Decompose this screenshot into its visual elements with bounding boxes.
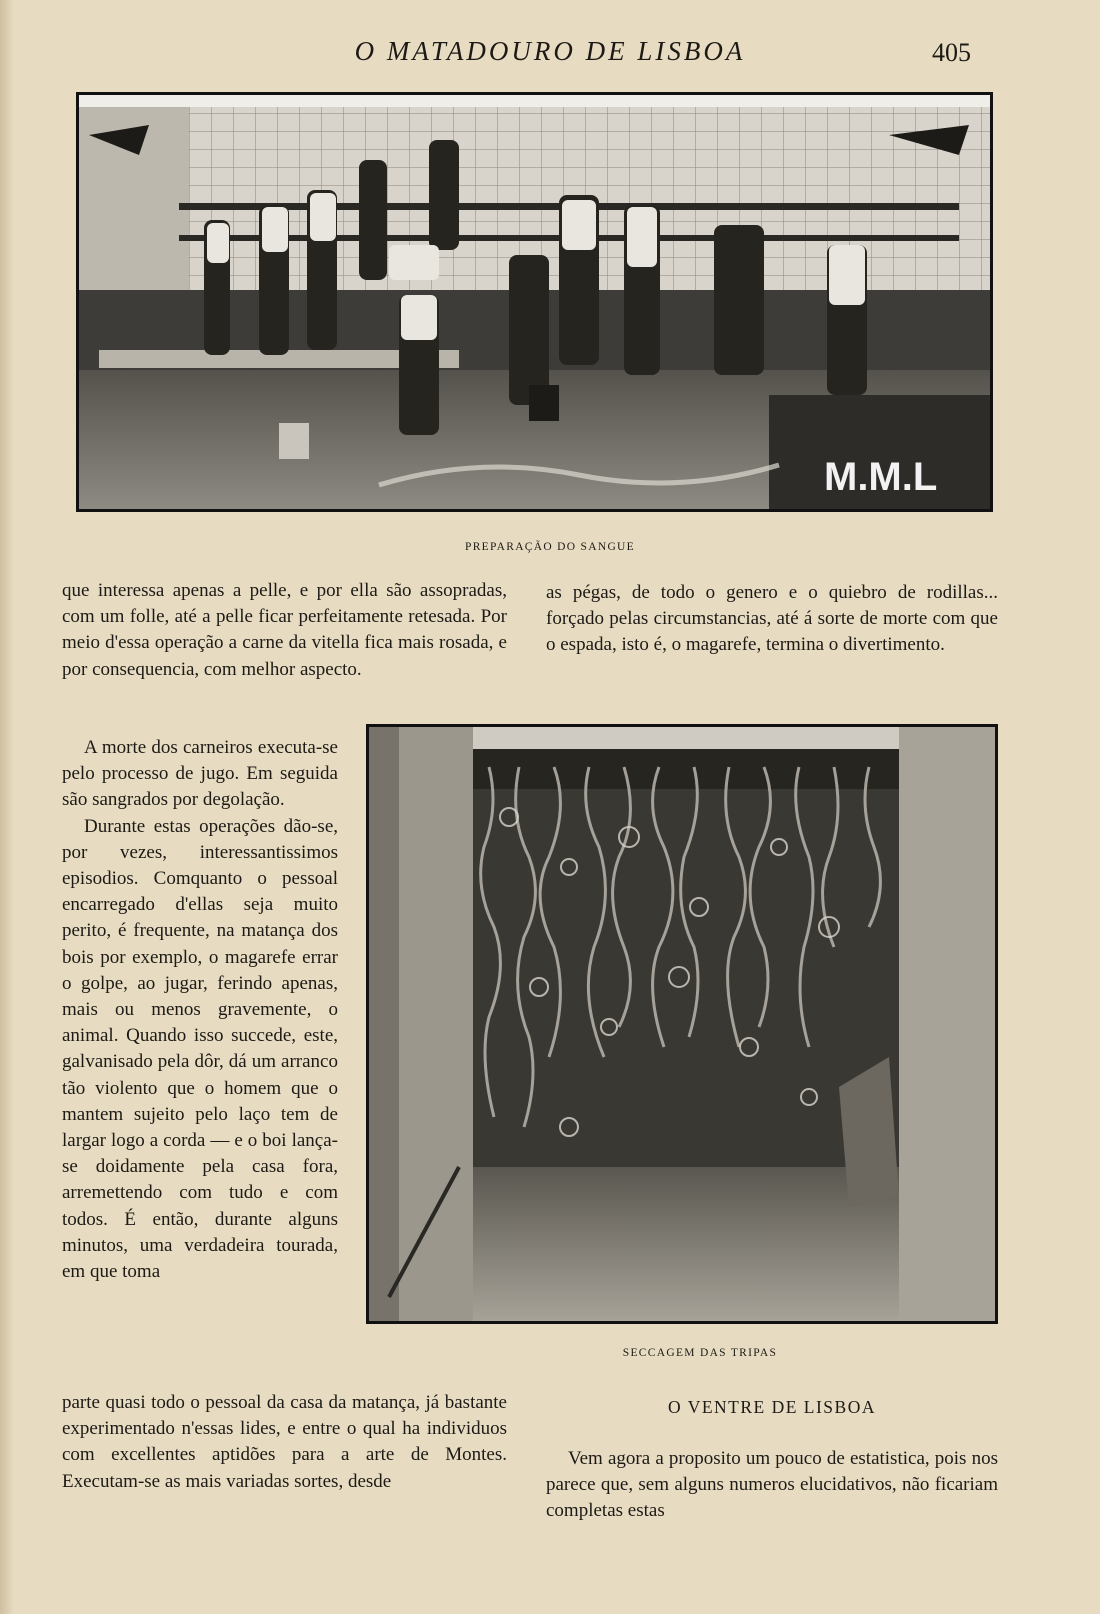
photo-drying-tripe-image [369,727,995,1321]
photo-drying-tripe [366,724,998,1324]
caption-drying-tripe: SECCAGEM DAS TRIPAS [622,1347,778,1359]
paragraph: Vem agora a proposito um pouco de estatistica, pois nos parece que, sem alguns numeros elucidativos, não ficariam completas estas [546,1448,998,1522]
paragraph: as pégas, de todo o genero e o quiebro de rodillas... forçado pelas circumstancias, até á sorte de morte com que o espada, isto é, o magarefe, termina o divertimento. [546,582,998,656]
photo-mark: M.M.L [824,455,938,499]
text-left-top [62,578,507,683]
section-heading: O VENTRE DE LISBOA [668,1397,876,1417]
paragraph: A morte dos carneiros executa-se pelo processo de jugo. Em seguida são sangrados por degolação. [62,737,338,811]
paragraph: Durante estas operações dão-se, por vezes, interessantissimos episodios. Comquanto o pessoal encarregado d'ellas seja muito perito, é frequente, na matança dos bois por exemplo, o magarefe errar o golpe, ao jugar, ferindo apenas, mais ou menos gravemente, o animal. Quando isso succede, este, galvanisado pela dôr, dá um arranco tão violento que o homem que o mantem sujeito pelo laço tem de largar logo a corda — e o boi lança-se doidamente pela casa fora, arremettendo com tudo e com todos. É então, durante alguns minutos, uma verdadeira tourada, em que toma [62,815,338,1283]
text-left-wrap [62,735,338,1285]
photo-blood-preparation-image [79,95,990,509]
text-left-bottom [62,1390,507,1495]
text-right-top [546,580,998,659]
running-title: O MATADOURO DE LISBOA [354,36,746,66]
caption-blood-preparation: PREPARAÇÃO DO SANGUE [465,541,635,553]
photo-blood-preparation [76,92,993,512]
page-number: 405 [932,38,971,67]
paragraph: parte quasi todo o pessoal da casa da matança, já bastante experimentado n'essas lides, e entre o qual ha individuos com excellentes aptidões para a arte de Montes. Executam-se as mais variadas sortes, desde [62,1392,507,1492]
page-edge [0,0,14,1614]
text-right-bottom [546,1446,998,1525]
paragraph: que interessa apenas a pelle, e por ella são assopradas, com um folle, até a pelle ficar perfeitamente retesada. Por meio d'essa operação a carne da vitella fica mais rosada, e por consequencia, com melhor aspecto. [62,580,507,680]
